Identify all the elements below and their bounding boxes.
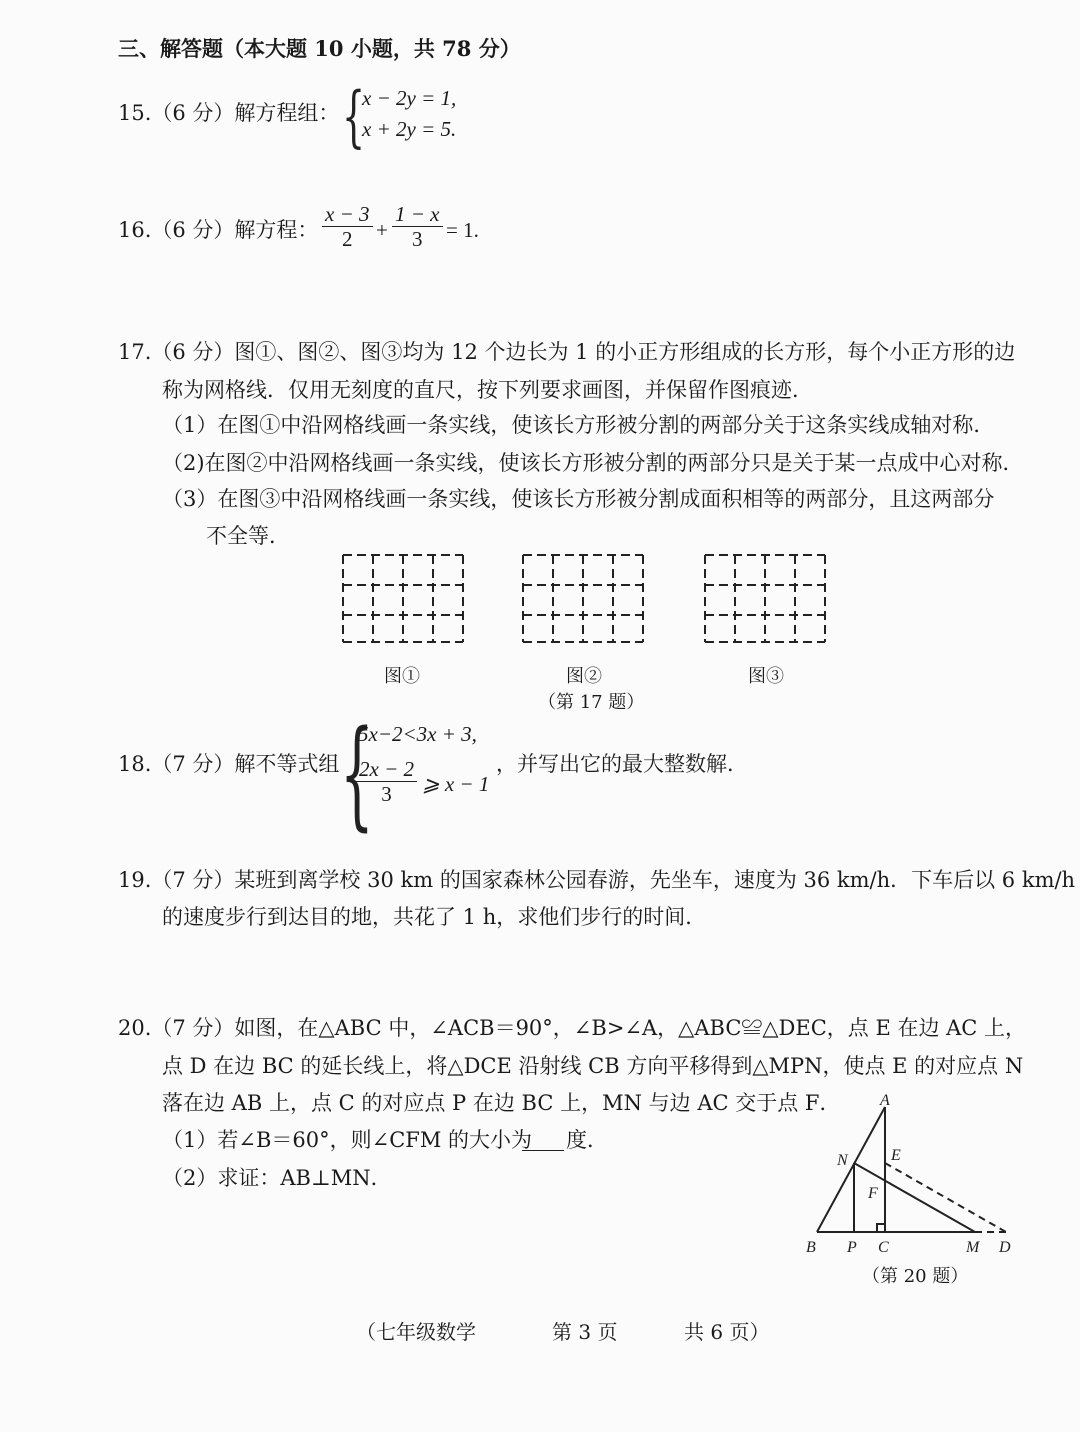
fig3-label: 图③ xyxy=(748,666,784,687)
q19-line-2: 的速度步行到达目的地，共花了 1 h，求他们步行的时间． xyxy=(162,905,707,929)
q16-rhs: = 1. xyxy=(446,218,479,242)
grid-figure-2 xyxy=(520,552,648,646)
q17-line-2: 称为网格线．仅用无刻度的直尺，按下列要求画图，并保留作图痕迹． xyxy=(162,378,813,402)
q20-line-1: 20.（7 分）如图，在△ABC 中，∠ACB＝90°，∠B>∠A，△ABC≌△DEC，点 E 在边 AC 上， xyxy=(118,1016,1027,1040)
label-N: N xyxy=(837,1152,848,1169)
q16-fraction-2 xyxy=(392,202,443,252)
q16-plus: + xyxy=(376,218,388,242)
q18-tail: ，并写出它的最大整数解． xyxy=(496,752,748,776)
label-B: B xyxy=(806,1239,816,1256)
label-M: M xyxy=(966,1239,980,1256)
footer-page-total: 共 6 页） xyxy=(684,1320,770,1344)
right-angle-mark xyxy=(877,1224,885,1232)
triangle-diagram xyxy=(800,1090,1025,1260)
q15-equation-2: x + 2y = 5. xyxy=(362,117,457,141)
q15-brace: { xyxy=(342,78,366,155)
label-P: P xyxy=(847,1239,857,1256)
q20-line-2: 点 D 在边 BC 的延长线上，将△DCE 沿射线 CB 方向平移得到△MPN，使点 E 的对应点 N xyxy=(162,1054,1024,1078)
section-title: 三、解答题（本大题 10 小题，共 78 分） xyxy=(118,36,521,61)
footer-subject: （七年级数学 xyxy=(356,1320,476,1344)
label-A: A xyxy=(880,1092,890,1109)
q16-fraction-1 xyxy=(322,202,373,252)
segment-ED xyxy=(885,1163,1006,1232)
fig1-label: 图① xyxy=(384,666,420,687)
q18-fraction xyxy=(356,757,417,807)
q17-part-2: （2)在图②中沿网格线画一条实线，使该长方形被分割的两部分只是关于某一点成中心对称． xyxy=(162,451,1024,475)
label-C: C xyxy=(878,1239,889,1256)
footer-page-number: 第 3 页 xyxy=(552,1320,618,1344)
segment-AB xyxy=(817,1107,885,1232)
q17-line-1: 17.（6 分）图①、图②、图③均为 12 个边长为 1 的小正方形组成的长方形，每个小正方形的边 xyxy=(118,340,1016,364)
q17-caption: （第 17 题） xyxy=(538,692,645,713)
q15-equation-1: x − 2y = 1, xyxy=(362,86,457,110)
grid-figure-3 xyxy=(702,552,830,646)
q17-part-1: （1）在图①中沿网格线画一条实线，使该长方形被分割的两部分关于这条实线成轴对称． xyxy=(162,413,995,437)
q16-denominator-1: 2 xyxy=(342,227,353,252)
q16-denominator-2: 3 xyxy=(412,227,423,252)
q18-lead: 18.（7 分）解不等式组 xyxy=(118,752,340,776)
q17-part-3a: （3）在图③中沿网格线画一条实线，使该长方形被分割成面积相等的两部分，且这两部分 xyxy=(162,487,995,511)
q18-inequality-1: 5x−2<3x + 3, xyxy=(358,722,477,746)
q16-numerator-1: x − 3 xyxy=(322,202,373,227)
q16-numerator-2: 1 − x xyxy=(392,202,443,227)
q18-brace: { xyxy=(340,704,374,842)
label-F: F xyxy=(868,1185,878,1202)
q20-part-2: （2）求证：AB⊥MN． xyxy=(162,1166,392,1190)
q17-part-3b: 不全等． xyxy=(206,524,290,548)
grid-figure-1 xyxy=(340,552,468,646)
q20-part-1b: 度． xyxy=(566,1128,608,1152)
label-D: D xyxy=(999,1239,1011,1256)
answer-blank[interactable] xyxy=(522,1150,564,1151)
q18-rhs: ⩾ x − 1 xyxy=(422,772,490,796)
q19-line-1: 19.（7 分）某班到离学校 30 km 的国家森林公园春游，先坐车，速度为 36 km/h．下车后以 6 km/h xyxy=(118,868,1076,892)
q20-line-3: 落在边 AB 上，点 C 的对应点 P 在边 BC 上，MN 与边 AC 交于点 F． xyxy=(162,1091,841,1115)
q16-lead: 16.（6 分）解方程： xyxy=(118,218,319,242)
q18-numerator: 2x − 2 xyxy=(356,757,417,782)
label-E: E xyxy=(891,1147,901,1164)
q15-lead: 15.（6 分）解方程组： xyxy=(118,101,340,125)
fig2-label: 图② xyxy=(566,666,602,687)
q20-caption: （第 20 题） xyxy=(862,1266,969,1287)
q18-denominator: 3 xyxy=(381,782,392,807)
q20-part-1a: （1）若∠B＝60°，则∠CFM 的大小为 xyxy=(162,1128,533,1152)
